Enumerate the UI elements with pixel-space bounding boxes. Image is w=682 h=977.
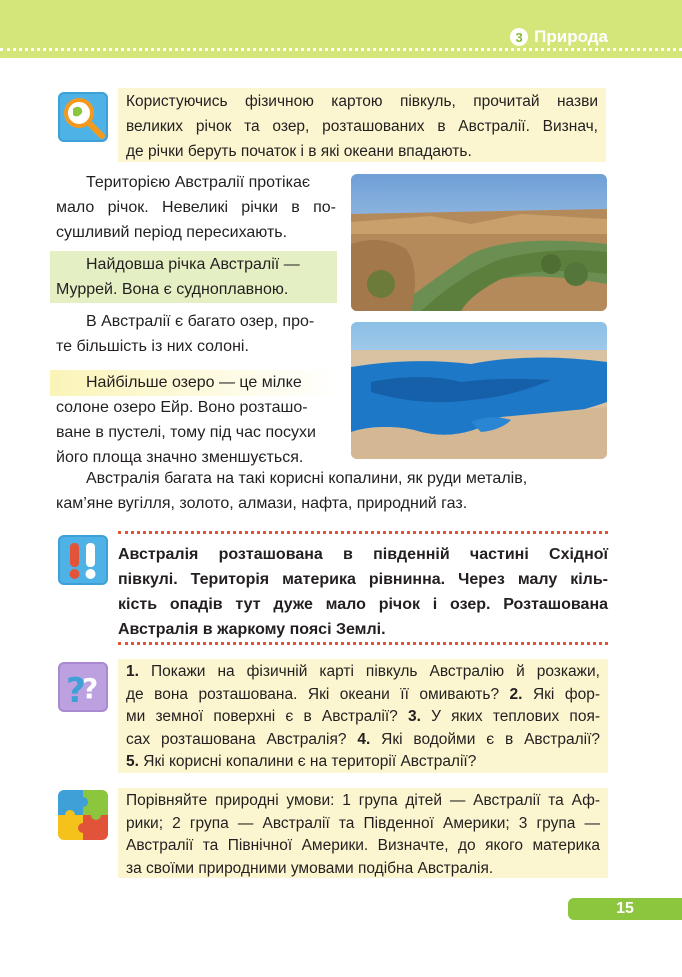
body-line: Австралія багата на такі корисні копалини, як руди металів,	[86, 470, 528, 487]
question-number: 3.	[407, 708, 421, 725]
body-line: мало річок. Невеликі річки в по-	[56, 199, 336, 216]
exclamation-icon	[58, 535, 108, 585]
question-line: де вона розташована. Які океани її омивають? 2. Які фор-	[126, 685, 601, 703]
body-line: ване в пустелі, тому під час посухи	[56, 424, 316, 441]
summary-text	[118, 542, 608, 642]
section-title-text: Природа	[534, 27, 608, 46]
question-number: 2.	[509, 685, 523, 703]
task-line: великих річок та озер, розташованих в Австралії. Визнач,	[126, 118, 598, 135]
question-line: сах розташована Австралія? 4. Які водойми є в Австралії?	[126, 730, 600, 748]
body-line: сушливий період пересихають.	[56, 224, 288, 241]
summary-line: півкулі. Територія материка рівнинна. Через малу кіль-	[118, 571, 608, 588]
svg-text:?: ?	[82, 672, 99, 705]
body-line: солоне озеро Ейр. Воно розташо-	[56, 399, 308, 416]
summary-bottom-divider	[118, 642, 608, 645]
body-line: Найбільше озеро — це мілке	[86, 374, 302, 391]
task-map-box	[118, 88, 606, 162]
body-line: В Австралії є багато озер, про-	[86, 313, 315, 330]
question-number: 5.	[126, 753, 139, 770]
question-number: 4.	[357, 730, 371, 748]
question-line: 1. Покажи на фізичній карті півкуль Австралію й розкажи,	[126, 663, 600, 680]
question-line: 5. Які корисні копалини є на території Австралії?	[126, 753, 477, 770]
group-task-line: Порівняйте природні умови: 1 група дітей — Австралії та Аф-	[126, 792, 600, 809]
body-line: Муррей. Вона є судноплавною.	[56, 281, 289, 298]
summary-top-divider	[118, 531, 608, 534]
question-number: 1.	[126, 663, 139, 680]
summary-line: Австралія розташована в південній частині Східної	[118, 546, 608, 563]
body-line: Територією Австралії протікає	[86, 174, 311, 191]
lake-photo	[351, 322, 607, 459]
body-line: його площа значно зменшується.	[56, 449, 304, 466]
summary-line: Австралія в жаркому поясі Землі.	[118, 621, 386, 638]
question-icon	[58, 662, 108, 712]
task-line: Користуючись фізичною картою півкуль, прочитай назви	[126, 93, 598, 110]
section-number: 3	[510, 28, 528, 46]
magnifier-map-icon	[58, 92, 108, 142]
body-line: кам’яне вугілля, золото, алмази, нафта, природний газ.	[56, 495, 468, 512]
river-photo	[351, 174, 607, 311]
page-number: 15	[568, 898, 682, 920]
summary-line: кість опадів тут дуже мало річок і озер. Розташована	[118, 596, 608, 613]
section-title	[510, 24, 608, 50]
group-task-line: за своїми природними умовами подібна Австралія.	[126, 859, 494, 877]
task-line: де річки беруть початок і в які океани впадають.	[126, 143, 472, 160]
question-line: ми земної поверхні є в Австралії? 3. У яких теплових поя-	[126, 708, 600, 725]
group-task-line: рики; 2 група — Австралії та Південної Америки; 3 група —	[126, 814, 600, 832]
svg-text:?: ?	[66, 671, 86, 711]
questions-box	[118, 659, 608, 773]
group-task-line: Австралії та Північної Америки. Визначте, до якого материка	[126, 837, 600, 854]
puzzle-icon	[58, 790, 108, 840]
body-line: Найдовша річка Австралії —	[86, 256, 300, 273]
body-line: те більшість із них солоні.	[56, 338, 249, 355]
group-task-box	[118, 788, 608, 878]
